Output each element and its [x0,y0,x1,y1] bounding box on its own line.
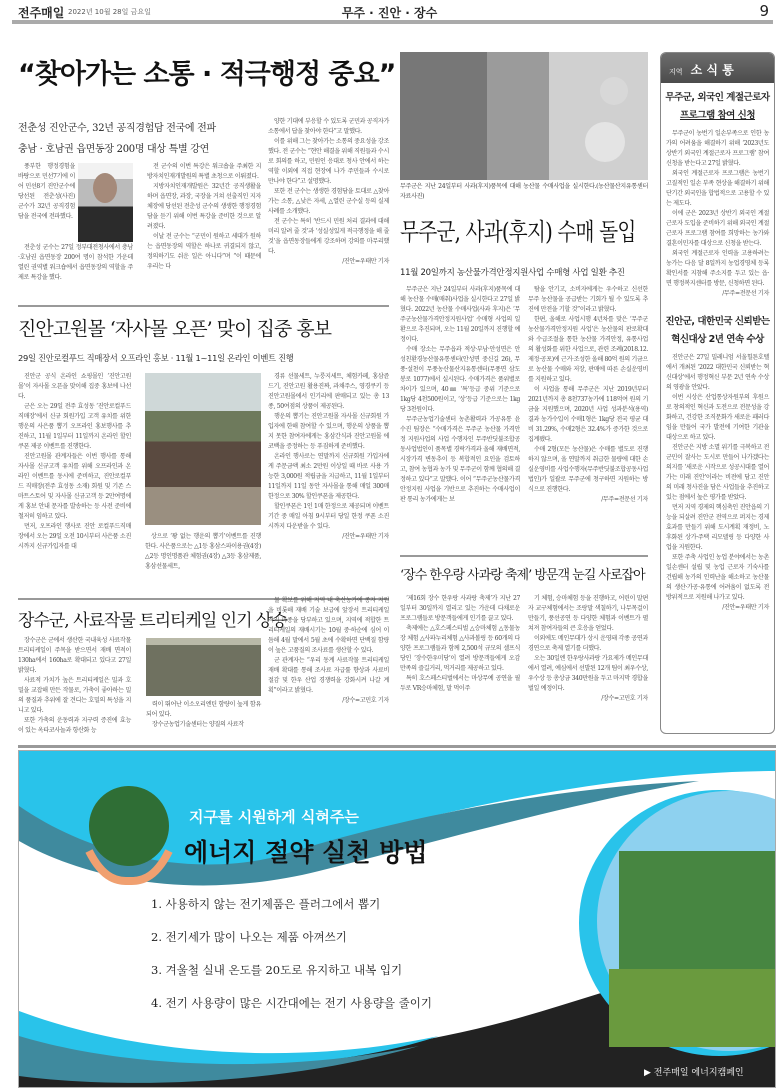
article5-col2: 기 체험, 승마체험 등을 진행하고, 어린이 말편자 교구체험에서는 조랑말 색칠하기, 나무목걸이 만들기, 풍선공연 등 다양한 체험과 이벤트가 펼쳐져 참여자들의 큰 호응을 얻었다. 이외에도 메인무대가 상시 운영돼 각종 공연과 경연으로 축제 열기를 더했다. 오는 30일엔 한우랑사과랑 가요제가 메인무대에서 열려, 예심에서 선발된 12개 팀이 최우수상, 우수상 등 총상금 340만원을 두고 마지막 경합을 벌일 예정이다. /장수=고민호 기자 [528,595,648,702]
tip-2: 2. 전기세가 많이 나오는 제품 아껴쓰기 [151,930,347,944]
crop-field-photo [146,638,261,696]
article1-byline: /진안=우태만 기자 [342,258,389,265]
sidebar-label-small: 지역 [669,68,683,76]
article2-headline: 진안고원몰 ‘자사몰 오픈’ 맞이 집중 홍보 [18,318,331,340]
article2-col2: 상으로 ‘꽝 없는 행운의 뽑기’이벤트를 진행한다. 사은품으로는 △1등 홍삼스파이용권(4장) △2등 명인명품관 체험권(4장) △3등 홍삼제품, 홍삼선물세트, [145,533,261,570]
banner-kicker: 지구를 시원하게 식혀주는 [189,808,359,826]
page-number: 9 [759,2,769,20]
sidebar-item1-title-1: 무주군, 외국인 계절근로자 [665,92,770,103]
article4-col2: 탐을 안기고, 소비자에게는 우수하고 신선한 무주 농산물을 공급받는 기회가 될 수 있도록 추진에 만전을 기할 것”이라고 밝혔다. 한편, 올해로 사업시행 4년차를 맞은 ‘무주군농산물가격안정지원 사업’은 농산물의 판로확대와 수급조절을 통한 농산물 가격안정, 유통사업의 활성화를 위한 사업으로, 관련 조례(2018.12. 제정·공포)에 근거·조성한 올해 80억 원의 기금으로 농산물 수매와 저장, 판매에 따른 손실운영비를 지원하고 있다. 이 사업을 통해 무주군은 지난 2019년부터 2021년까지 총 8천737농가에 118억여 원의 기금을 지원했으며, 2020년 사업 성과분석(용역) 결과 농가수입이 수매1형은 1kg당 전국 평균 대비 31.29%, 수매2형은 32.4%가 증가한 것으로 집계됐다. 수매 2형(모든 농산물)은 수매를 별도로 진행하지 않으며, 올 연말까지 취급한 물량에 대한 손실운영비를 사업수행자(무주반딧불조합공동사업법인)가 일괄로 무주군에 청구하면 지원하는 방식으로 진행한다. /무주=전문선 기자 [528,286,648,503]
article1-subhead-1: 전춘성 진안군수, 32년 공직경험담 전국에 전파 [18,123,216,134]
sidebar-item2-title-1: 진안군, 대한민국 신뢰받는 [665,316,770,327]
article2-col3: 경류 선물세트, 누룽지세트, 체험카페, 홍삼쥰드기, 진안고원 활용진짜, 과채주스, 영경쿠키 등 진안고원몰에서 인기리에 판매되고 있는 총 13종, 50여점의 상품이 제공된다. 행운의 뽑기는 진안고원몰 자사몰 신규회원 가입자에 한해 참여할 수 있으며, 행운의 상품을 뽑지 못한 참여자에게는 홍삼간식과 진안고원몰 에코백을 증정하는 등 푸짐하게 준비했다. 온라인 행사로는 연말까지 신규회원 가입자에게 주문금액 최소 2만원 이상일 때 바로 사용 가능한 3,000원 적립금을 지급하고, 11월 1일부터 11일까지 11일 동안 자사몰을 통해 매일 300매 한정으로 30% 할인쿠폰을 제공한다. 할인쿠폰은 1인 1매 한정으로 제공되며 이벤트 기간 중 매일 아침 9시부터 당일 한정 쿠폰 소진 시까지 다운받을 수 있다. /진안=우태만 기자 [268,373,389,540]
article1-headline: “찾아가는 소통 · 적극행정 중요” [18,59,396,90]
newspaper-brand: 전주매일 [18,6,65,20]
photo-caption: 무주군은 지난 24일부터 사과(후지)품목에 대해 농산물 수매사업을 실시한다.(농산물산지유통센터 자료사진) [400,183,648,200]
banner-title: 에너지 절약 실천 방법 [184,838,428,867]
divider [18,305,389,307]
article1-col1-bottom: 전춘성 군수는 27일 정부대전청사에서 충남·호남권 읍면동장 200여 명이 참석한 가운데 열린 권역별 워크숍에서 읍면동장의 역할을 주제로 특강을 했다. [18,244,133,281]
article4-byline: /무주=전문선 기자 [601,496,648,503]
banner-background [19,751,776,1088]
article5-byline: /장수=고민호 기자 [601,695,648,702]
article4-headline: 무주군, 사과(후지) 수매 돌입 [400,218,636,246]
sidebar-item1-body: 무주군이 농번기 일손부족으로 인한 농가의 어려움을 해결하기 위해 ‘2023년도 상반기 외국인 계절근로자 프로그램’ 참여 신청을 받는다고 27일 밝혔다. 외국인 계절근로자 프로그램은 농번기 고질적인 일손 부족 현상을 해결하기 위해 단기간 외국인을 합법적으로 고용할 수 있는 제도다. 이에 군은 2023년 상반기 외국인 계절근로자 도입을 준비하기 위해 외국인 계절근로자 프로그램 참여를 희망하는 농가와 결혼이민자를 대상으로 신청을 받는다. 외국인 계절근로자 인력을 고용하려는 농가는 다음 달 8일까지 농업경영체 등록 확인서를 지참해 주소지를 두고 있는 읍·면 행정복지센터를 방문, 신청하면 된다. /무주=전문선 기자 [666,130,769,297]
article1-col1-top: 풍부한 행정경험을 바탕으로 민선7기에 이어 민선8기 진안군수에 당선된 전춘성(사진) 군수가 32년 공직경험담을 전국에 전파했다. [18,163,75,220]
article5-headline: ‘장수 한우랑 사과랑 축제’ 방문객 눈길 사로잡아 [400,568,645,583]
article2-byline: /진안=우태만 기자 [342,533,389,540]
sidebar-header [661,53,774,83]
article5-col1: ‘제16회 장수 한우랑 사과랑 축제’가 지난 27일부터 30일까지 열리고 있는 가운데 다채로운 프로그램들로 방문객들에게 인기를 끌고 있다. 축제에는 △호스페스티벌 △승마체험 △동물농장 체험 △사파누리체험 △사과볼링 등 60개의 다양한 프로그램들과 함께 2,500석 규모의 셀프식당인 ‘장수한우미당’이 열려 방문객들에게 오감만족의 즐길거리, 먹거리를 제공하고 있다. 특히 호스페스티벌에서는 마상무예 공연을 필두로 VR승마체험, 말 먹이주 [400,595,520,692]
portrait-photo [78,163,133,242]
sidebar-label-big: 소 식 통 [690,63,734,77]
section-title: 무주 · 진안 · 장수 [341,6,438,20]
article2-subhead: 29일 진안로컬푸드 직매장서 오프라인 홍보 · 11월 1~11일 온라인 이벤트 진행 [18,353,294,363]
tip-1: 1. 사용하지 않는 전기제품은 플러그에서 뽑기 [151,897,381,911]
sidebar-item2-body: 진안군은 27일 밀레니엄 서울힐튼호텔에서 개최된 ‘2022 대한민국 신뢰받는 혁신대상’에서 행정혁신 부문 2년 연속 수상의 영광을 안았다. 이번 시상은 산업통상자원부의 후원으로 창의적인 혁신과 도전으로 전문성을 강화하고, 건강한 조직문화가 새로운 패러다임을 만들어 국가 발전에 기여한 기관을 대상으로 하고 있다. 진안군은 지방 소멸 위기를 극복하고 전 군민이 잘사는 도시로 만들어 나가겠다는 의지를 ‘새로운 시작으로 성공시대를 열어가는 미래 진안’이라는 비전에 담고 진안의 미래 청사진을 담은 사업들을 추진하고 있는 점에서 높은 평가를 받았다. 먼저 지역 경제의 핵심축인 진안읍의 기능을 되살려 진안군 전역으로 퍼지는 경제효과를 만들기 위해 도시계획 재정비, 노후화된 상가·주택 리모델링 등 다양한 사업을 지원한다. 또한 주축 사업인 농업 분야에서는 농촌일손센터 설립 및 농업 근로자 기숙사를 건립해 농가의 인력난을 해소하고 농산물의 생산·가공·유통에 어려움이 없도록 전방위적으로 지원해 나가고 있다. /진안=우태만 기자 [666,354,769,611]
article3-col2: 력이 뛰어난 이소오리엔틴 함량이 높게 함유되어 있다. 장수군농업기술센터는 양질의 사료작 [146,701,261,728]
campaign-label: ▶ 전주매일 에너지캠페인 [644,1068,744,1078]
sidebar-item2-title-2: 혁신대상 2년 연속 수상 [671,334,764,345]
sidebar-item1-title-2: 프로그램 참여 신청 [679,110,756,121]
apple-sorting-photo [400,52,648,180]
article3-col1: 장수군은 군에서 생산한 국내육성 사료작물 트리티케일이 주목을 받으면서 재배 면적이 130ha에서 160ha로 확대되고 있다고 27일 밝혔다. 사료적 가치가 높은 트리티케일은 밀과 호밀을 교잡해 만든 작물로, 가축이 좋아하는 밀의 품질과 추위에 잘 견디는 호밀의 특성을 지니고 있다. 또한 가축의 운동력과 지구력 증진에 효능이 있는 옥타코사놀과 항산화 능 [18,637,131,734]
divider [400,555,648,557]
header-rule [12,20,773,24]
energy-campaign-banner [18,750,776,1088]
divider [18,745,776,748]
article2-col1: 진안군 공식 온라인 쇼핑몰인 ‘진안고원몰’이 자사몰 오픈을 맞이해 집중 홍보에 나선다. 군은 오는 29일 전주 효성동 ‘진안로컬푸드 직매장’에서 신규 회원가입 고객 유치를 위한 행운의 사은품 뽑기 오프라인 홍보행사를 추진하고, 11월 1일부터 11일까지 온라인 할인 쿠폰 제공 이벤트를 진행한다. 진안고원몰 관계자들은 이번 행사를 통해 자사몰 신규고객 유치를 위해 오프라인과 온라인 이벤트를 동시에 준비하고, 진안로컬푸드 직매장(전주 효성동 소재) 회원 및 기존 스마트스토어 및 자사몰 신규고객 등 2만여명에게 홍보 안내 문자를 발송하는 등 사전 준비에 철저히 임하고 있다. 먼저, 오프라인 행사로 진안 로컬푸드직매장에서 오는 29일 오전 10시부터 사은품 소진 시까지 신규가입자를 대 [18,373,131,550]
play-triangle-icon: ▶ [644,1068,654,1078]
local-news-sidebar [660,52,775,734]
article4-subhead: 11월 20일까지 농산물가격안정지원사업 수매형 사업 일환 추진 [400,268,625,278]
tip-4: 4. 전기 사용량이 많은 시간대에는 전기 사용량을 줄이기 [151,996,432,1010]
tip-3: 3. 겨울철 실내 온도를 20도로 유지하고 내복 입기 [151,963,403,977]
article3-col3: 물 확보를 위해 지역 내 축산농가에 종자 지원을 비롯해 재배 기술 보급에 앞장서 트리티케일 적기 파종을 당부하고 있으며, 지역에 적합한 트리티케일의 재배시기는 10월 중·하순에 심어 이듬해 4월 말에서 5월 초에 수확하면 단백질 함량이 높은 고품질의 조사료를 생산할 수 있다. 군 관계자는 “우리 동계 사료작물 트리티케일 재배 확대를 통해 조사료 자급률 향상과 사료비 절감 및 한우 산업 경쟁력을 강화시켜 나갈 계획”이라고 밝혔다. /장수=고민호 기자 [268,597,389,704]
event-photo [145,373,261,525]
issue-date: 2022년 10월 28일 금요일 [68,8,151,16]
article3-byline: /장수=고민호 기자 [342,697,389,704]
article1-col2: 전 군수의 이번 특강은 워크숍을 주최한 지방자치인재개발원의 특별 초청으로 이뤄졌다. 지방자치인재개발원은 32년간 공직생활을 하며 읍면장, 과장, 국장을 거쳐 선출직인 지자체장에 당선된 전춘성 군수의 생생한 행정경험담을 듣기 위해 이번 특강을 준비한 것으로 알려졌다. 이날 전 군수는 “군민이 원하고 세대가 원하는 읍면동장의 역할은 하나로 귀결되지 않고, 정의하기도 쉬운 일은 아니다”며 “이 때문에 우리는 다 [147,163,261,270]
article4-col1: 무주군은 지난 24일부터 사과(후지)품목에 대해 농산물 수매(매취)사업을 실시한다고 27일 밝혔다. 2022년 농산물 수매사업(사과 후지)은 ‘무주군농산물가격안정지원사업’ 수매형 사업의 일환으로 추진되며, 오는 11월 20일까지 진행할 예정이다. 수매 장소는 무주읍과 적상·부남·안성면은 안성친환경농산물유통센터(안성면 중신길 26), 무풍·설천이 무풍농산물산지유통센터(무풍면 삼도봉로 1077)에서 실시된다. 수매가격은 품위별로 차이가 있으며, 40㎜ ‘특’등급 중위 기준으로 1kg당 4천500원이고, ‘상’등급 기준으로는 1kg당 3천원이다. 무주군농업기술센터 농촌활력과 가공유통 윤수진 팀장은 “수매가격은 무주군 농산물 가격안정 지원사업의 사업 수행자인 무주반딧불조합공동사업법인이 품목별 경락가격과 올해 재배면적, 시장가격 변동추이 등 복합적인 요인을 검토하고, 참여 농협과 농가 및 무주군이 함께 협의해 결정하고 있다”고 말했다. 이어 “무주군농산물가격안정지원 사업을 기반으로 추진하는 수매사업이 판 통리 농가에게는 보 [400,286,520,503]
article3-headline: 장수군, 사료작물 트리티케일 인기 상승 [18,611,287,631]
article1-col3: 양한 기대에 부응할 수 있도록 군민과 공직자가 소통에서 답을 찾아야 한다”고 말했다. 이를 위해 그는 찾아가는 소통의 중요성을 강조했다. 전 군수는 “현안 해결을 위해 직원들과 수시로 회의를 하고, 민원인 응대로 청사 안에서 하는 역할 이외에 직접 현장에 나가 주민들과 수시로 만나야 한다”고 설명했다. 또한 전 군수는 생생한 경험담을 토대로 △찾아가는 소통, △낮은 자세, △열린 군수실 등의 실제 사례를 소개했다. 전 군수는 특히 ‘반드시 민원 처리 결과에 대해 미리 알려 줄 것’과 ‘성실성있게 적극행정을 해 줄 것’을 읍면동장들에게 강조하며 강의를 마무리했다. /진안=우태만 기자 [268,118,389,265]
article1-subhead-2: 충남 · 호남권 읍면동장 200명 대상 특별 강연 [18,144,209,155]
